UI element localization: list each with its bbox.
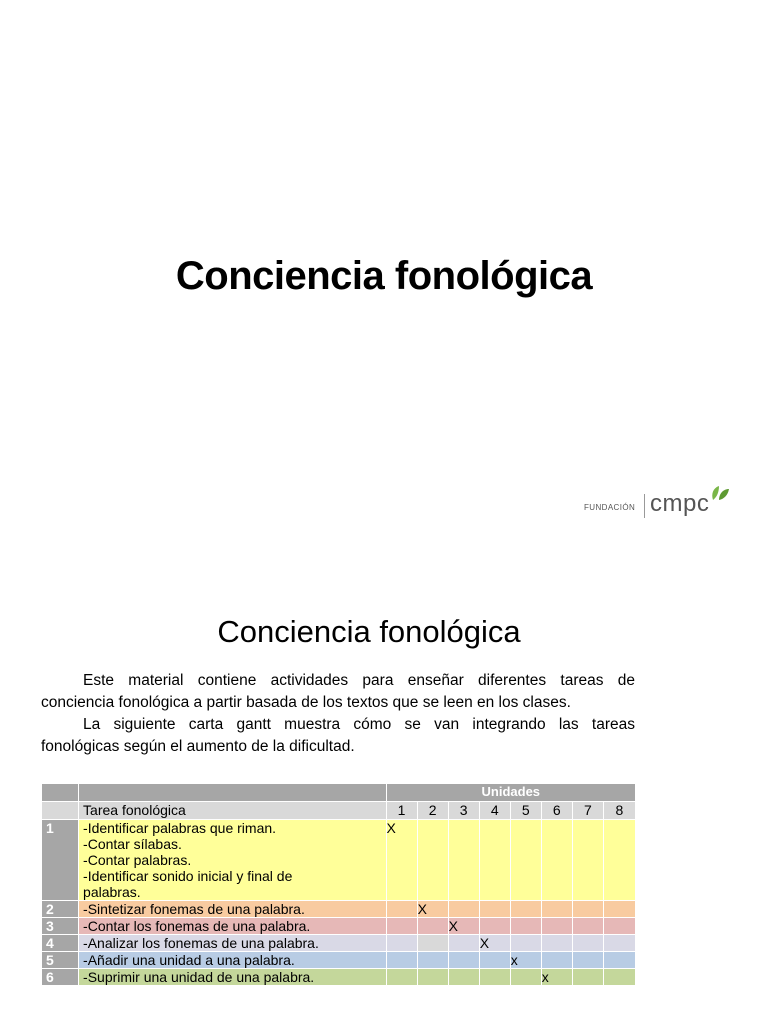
unit-cell [479,820,510,901]
task-index: 3 [42,918,79,935]
task-line: -Contar los fonemas de una palabra. [83,918,311,934]
logo-brand: cmpc [650,490,710,517]
unit-cell [386,935,417,952]
slide-title: Conciencia fonológica [175,254,593,298]
gantt-header-blank [79,784,387,802]
unit-cell [448,969,479,986]
unit-cell [386,901,417,918]
unit-number: 6 [541,802,572,820]
task-header: Tarea fonológica [79,802,387,820]
unit-mark: x [541,969,572,986]
unit-cell [386,952,417,969]
gantt-chart-table [41,783,636,986]
unit-cell [417,820,448,901]
unit-cell [510,918,541,935]
task-line: -Analizar los fonemas de una palabra. [83,935,319,951]
unit-cell [510,935,541,952]
paragraph-2-line-1: La siguiente carta gantt muestra cómo se van integrando las tareas [83,716,635,733]
paragraph-2 [41,714,635,758]
gantt-row [42,969,636,986]
gantt-subheader-row [42,802,636,820]
unit-cell [572,901,603,918]
unit-cell [510,901,541,918]
unit-cell [541,935,572,952]
unit-cell [572,935,603,952]
unit-cell [541,918,572,935]
task-index: 1 [42,820,79,901]
unit-mark: X [479,935,510,952]
task-description [79,952,387,969]
leaf-icon [709,484,731,502]
gantt-row [42,935,636,952]
unit-cell [603,918,635,935]
gantt-header-row [42,784,636,802]
unit-number: 1 [386,802,417,820]
unit-cell [417,935,448,952]
gantt-row [42,918,636,935]
units-header: Unidades [386,784,635,802]
unit-cell [603,820,635,901]
unit-number: 4 [479,802,510,820]
task-description [79,969,387,986]
task-line: palabras. [83,884,141,900]
task-description [79,901,387,918]
logo-prefix: FUNDACIÓN [584,503,636,512]
unit-number: 8 [603,802,635,820]
task-line: -Suprimir una unidad de una palabra. [83,969,315,985]
task-description [79,820,387,901]
unit-cell [386,918,417,935]
unit-mark: X [448,918,479,935]
task-line: -Añadir una unidad a una palabra. [83,952,295,968]
unit-cell [417,918,448,935]
unit-mark: x [510,952,541,969]
unit-cell [572,969,603,986]
unit-cell [479,969,510,986]
unit-cell [541,901,572,918]
gantt-header-blank [42,784,79,802]
unit-cell [386,969,417,986]
paragraph-1 [41,670,635,714]
task-index: 2 [42,901,79,918]
task-index: 5 [42,952,79,969]
unit-cell [448,952,479,969]
task-line: -Sintetizar fonemas de una palabra. [83,901,305,917]
unit-cell [417,952,448,969]
unit-cell [541,952,572,969]
unit-cell [479,918,510,935]
task-line: -Contar sílabas. [83,836,182,852]
unit-number: 2 [417,802,448,820]
paragraph-2-line-2: fonológicas según el aumento de la dificultad. [41,738,355,755]
paragraph-1-line-2: conciencia fonológica a partir basada de los textos que se leen en los clases. [41,694,571,711]
unit-cell [572,820,603,901]
unit-cell [448,901,479,918]
logo-separator [644,494,645,518]
document-title: Conciencia fonológica [217,614,521,649]
unit-cell [541,820,572,901]
task-line: -Identificar sonido inicial y final de [83,868,293,884]
task-description [79,918,387,935]
unit-cell [510,969,541,986]
unit-mark: X [417,901,448,918]
unit-cell [603,901,635,918]
task-line: -Contar palabras. [83,852,192,868]
task-line: -Identificar palabras que riman. [83,820,277,836]
paragraph-1-line-1: Este material contiene actividades para enseñar diferentes tareas de [83,672,635,689]
unit-cell [603,952,635,969]
gantt-subheader-blank [42,802,79,820]
task-index: 4 [42,935,79,952]
task-description [79,935,387,952]
gantt-row [42,820,636,901]
unit-cell [417,969,448,986]
unit-number: 3 [448,802,479,820]
gantt-row [42,952,636,969]
unit-cell [572,918,603,935]
unit-cell [603,969,635,986]
unit-cell [603,935,635,952]
gantt-row [42,901,636,918]
unit-cell [572,952,603,969]
fundacion-cmpc-logo [584,484,744,520]
task-index: 6 [42,969,79,986]
unit-number: 7 [572,802,603,820]
unit-mark: X [386,820,417,901]
unit-cell [448,820,479,901]
unit-cell [510,820,541,901]
unit-cell [479,952,510,969]
unit-cell [448,935,479,952]
unit-number: 5 [510,802,541,820]
unit-cell [479,901,510,918]
